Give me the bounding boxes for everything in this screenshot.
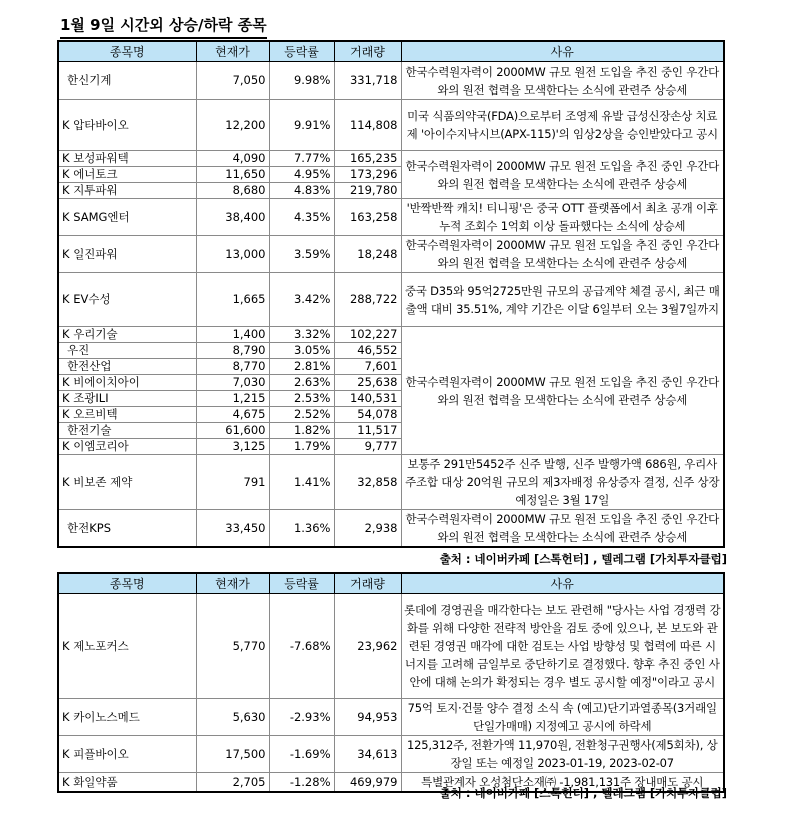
stock-name: K SAMG엔터: [58, 199, 196, 236]
stock-change: -7.68%: [269, 594, 334, 699]
col-header-reason: 사유: [401, 41, 724, 62]
col-header-price: 현재가: [196, 573, 269, 594]
stock-reason: 75억 토지·건물 양수 결정 소식 속 (예고)단기과열종목(3거래일 단일가매매) 지정예고 공시에 하락세: [401, 699, 724, 736]
table-header-row: [58, 573, 724, 594]
stock-volume: 18,248: [334, 236, 401, 273]
stock-volume: 469,979: [334, 773, 401, 793]
stock-change: -1.69%: [269, 736, 334, 773]
stock-reason: 롯데에 경영권을 매각한다는 보도 관련해 "당사는 사업 경쟁력 강화를 위해 다양한 전략적 방안을 검토 중에 있으나, 본 보도와 관련된 경영권 매각에 대한 검토는 사업 방향성 및 협력에 따른 시너지를 고려해 금일부로 중단하기로 결정했다. 향후 추진 중인 사안에 대해 논의가 확정되는 경우 별도 공시할 예정"이라고 공시: [401, 594, 724, 699]
stock-reason: 미국 식품의약국(FDA)으로부터 조영제 유발 급성신장손상 치료제 '아이수지낙시브(APX-115)'의 임상2상을 승인받았다고 공시: [401, 100, 724, 151]
stock-price: 8,680: [196, 183, 269, 199]
stock-change: 4.95%: [269, 167, 334, 183]
table-row: [58, 236, 724, 273]
stock-change: 7.77%: [269, 151, 334, 167]
stock-volume: 34,613: [334, 736, 401, 773]
stock-name: K 오르비텍: [58, 407, 196, 423]
stock-price: 33,450: [196, 510, 269, 548]
stock-price: 7,050: [196, 62, 269, 100]
stock-price: 7,030: [196, 375, 269, 391]
stock-change: 4.83%: [269, 183, 334, 199]
stock-name: 우진: [58, 343, 196, 359]
table-row: [58, 699, 724, 736]
stock-volume: 288,722: [334, 273, 401, 327]
stock-reason: 보통주 291만5452주 신주 발행, 신주 발행가액 686원, 우리사주조합 대상 20억원 규모의 제3자배정 유상증자 결정, 신주 상장예정일은 3월 17일: [401, 455, 724, 510]
col-header-price: 현재가: [196, 41, 269, 62]
stock-change: 9.91%: [269, 100, 334, 151]
stock-volume: 102,227: [334, 327, 401, 343]
stock-change: 2.53%: [269, 391, 334, 407]
stock-name: K 피플바이오: [58, 736, 196, 773]
stock-volume: 94,953: [334, 699, 401, 736]
stock-change: 3.42%: [269, 273, 334, 327]
table-row: [58, 100, 724, 151]
stock-volume: 173,296: [334, 167, 401, 183]
stock-reason: 한국수력원자력이 2000MW 규모 원전 도입을 추진 중인 우간다와의 원전 협력을 모색한다는 소식에 관련주 상승세: [401, 236, 724, 273]
stock-name: K 카이노스메드: [58, 699, 196, 736]
stock-volume: 114,808: [334, 100, 401, 151]
stock-name: 한신기계: [58, 62, 196, 100]
stock-name: K 일진파워: [58, 236, 196, 273]
col-header-change: 등락률: [269, 573, 334, 594]
stock-price: 4,675: [196, 407, 269, 423]
stock-price: 3,125: [196, 439, 269, 455]
stock-change: -2.93%: [269, 699, 334, 736]
table-header-row: [58, 41, 724, 62]
stock-name: 한전KPS: [58, 510, 196, 548]
stock-price: 38,400: [196, 199, 269, 236]
stock-volume: 219,780: [334, 183, 401, 199]
page-title: 1월 9일 시간외 상승/하락 종목: [60, 14, 267, 39]
stock-price: 13,000: [196, 236, 269, 273]
stock-price: 2,705: [196, 773, 269, 793]
stock-volume: 23,962: [334, 594, 401, 699]
stock-volume: 7,601: [334, 359, 401, 375]
stock-price: 12,200: [196, 100, 269, 151]
col-header-reason: 사유: [401, 573, 724, 594]
stock-reason: 특별관계자 오성첨단소재㈜ -1,981,131주 장내매도 공시: [401, 773, 724, 793]
stock-change: 2.81%: [269, 359, 334, 375]
stock-price: 8,790: [196, 343, 269, 359]
source-caption: 출처 : 네이버카페 [스톡헌터] , 텔레그램 [가치투자클럽]: [439, 552, 727, 566]
stock-name: K 화일약품: [58, 773, 196, 793]
stock-name: 한전산업: [58, 359, 196, 375]
stock-reason: 한국수력원자력이 2000MW 규모 원전 도입을 추진 중인 우간다와의 원전 협력을 모색한다는 소식에 관련주 상승세: [401, 510, 724, 548]
stock-name: K 압타바이오: [58, 100, 196, 151]
stock-name: 한전기술: [58, 423, 196, 439]
stock-change: 3.32%: [269, 327, 334, 343]
stock-change: 9.98%: [269, 62, 334, 100]
table-row: [58, 273, 724, 327]
col-header-volume: 거래량: [334, 573, 401, 594]
stock-change: 3.05%: [269, 343, 334, 359]
stock-name: K 지투파워: [58, 183, 196, 199]
stock-price: 11,650: [196, 167, 269, 183]
stock-price: 17,500: [196, 736, 269, 773]
stock-volume: 46,552: [334, 343, 401, 359]
col-header-name: 종목명: [58, 573, 196, 594]
stock-change: 4.35%: [269, 199, 334, 236]
stock-price: 1,400: [196, 327, 269, 343]
table-row: [58, 327, 724, 343]
table-row: [58, 510, 724, 548]
table-row: [58, 594, 724, 699]
stock-volume: 165,235: [334, 151, 401, 167]
stock-name: K 조광ILI: [58, 391, 196, 407]
table-row: [58, 736, 724, 773]
stock-reason: 한국수력원자력이 2000MW 규모 원전 도입을 추진 중인 우간다와의 원전 협력을 모색한다는 소식에 관련주 상승세: [401, 327, 724, 455]
stock-change: 1.36%: [269, 510, 334, 548]
stock-volume: 54,078: [334, 407, 401, 423]
col-header-name: 종목명: [58, 41, 196, 62]
stock-change: 2.52%: [269, 407, 334, 423]
stock-price: 61,600: [196, 423, 269, 439]
stock-price: 791: [196, 455, 269, 510]
table-row: [58, 62, 724, 100]
stock-name: K 제노포커스: [58, 594, 196, 699]
stock-name: K 보성파워텍: [58, 151, 196, 167]
stock-volume: 140,531: [334, 391, 401, 407]
stock-volume: 331,718: [334, 62, 401, 100]
col-header-volume: 거래량: [334, 41, 401, 62]
stock-change: 1.79%: [269, 439, 334, 455]
stock-change: 3.59%: [269, 236, 334, 273]
stock-change: 1.41%: [269, 455, 334, 510]
stock-price: 5,630: [196, 699, 269, 736]
col-header-change: 등락률: [269, 41, 334, 62]
stock-reason: 중국 D35와 95억2725만원 규모의 공급계약 체결 공시, 최근 매출액 대비 35.51%, 계약 기간은 이달 6일부터 오는 3월7일까지: [401, 273, 724, 327]
stock-price: 1,215: [196, 391, 269, 407]
stock-volume: 32,858: [334, 455, 401, 510]
source-caption: 출처 : 네이버카페 [스톡헌터] , 텔레그램 [가치투자클럽]: [439, 786, 727, 800]
falling-stocks-table: [57, 572, 725, 793]
stock-price: 4,090: [196, 151, 269, 167]
stock-reason: 125,312주, 전환가액 11,970원, 전환청구권행사(제5회차), 상장일 또는 예정일 2023-01-19, 2023-02-07: [401, 736, 724, 773]
stock-name: K 우리기술: [58, 327, 196, 343]
stock-name: K EV수성: [58, 273, 196, 327]
table-row: [58, 151, 724, 167]
stock-price: 8,770: [196, 359, 269, 375]
table-row: [58, 455, 724, 510]
stock-volume: 25,638: [334, 375, 401, 391]
stock-volume: 9,777: [334, 439, 401, 455]
stock-name: K 에너토크: [58, 167, 196, 183]
stock-change: 2.63%: [269, 375, 334, 391]
stock-name: K 이엠코리아: [58, 439, 196, 455]
stock-price: 5,770: [196, 594, 269, 699]
stock-name: K 비에이치아이: [58, 375, 196, 391]
rising-stocks-table: [57, 40, 725, 548]
stock-name: K 비보존 제약: [58, 455, 196, 510]
table-row: [58, 199, 724, 236]
stock-reason: '반짝반짝 캐치! 티니핑'은 중국 OTT 플랫폼에서 최초 공개 이후 누적 조회수 1억회 이상 돌파했다는 소식에 상승세: [401, 199, 724, 236]
stock-price: 1,665: [196, 273, 269, 327]
stock-reason: 한국수력원자력이 2000MW 규모 원전 도입을 추진 중인 우간다와의 원전 협력을 모색한다는 소식에 관련주 상승세: [401, 151, 724, 199]
stock-change: -1.28%: [269, 773, 334, 793]
stock-volume: 2,938: [334, 510, 401, 548]
stock-reason: 한국수력원자력이 2000MW 규모 원전 도입을 추진 중인 우간다와의 원전 협력을 모색한다는 소식에 관련주 상승세: [401, 62, 724, 100]
stock-volume: 163,258: [334, 199, 401, 236]
stock-change: 1.82%: [269, 423, 334, 439]
stock-volume: 11,517: [334, 423, 401, 439]
